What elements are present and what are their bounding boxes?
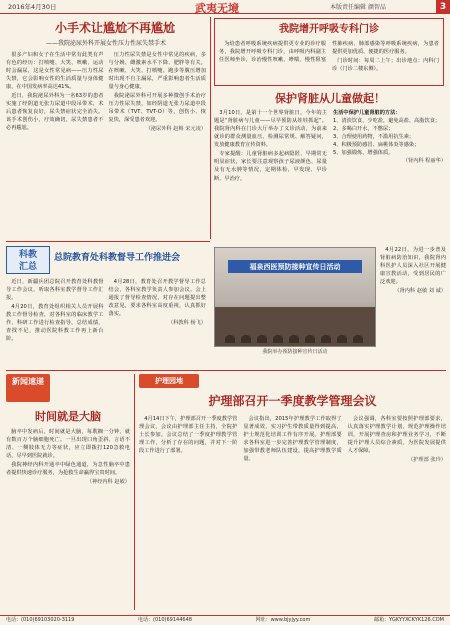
tip-item: 3、合理使用药物，不滥用抗生素； <box>333 134 415 141</box>
tips-title: 生活中保护儿童肾脏的方法： <box>333 110 401 117</box>
event-photo <box>214 247 376 347</box>
article-subtitle: ——我院泌尿外科开展女性压力性尿失禁手术 <box>45 39 166 47</box>
masthead-logo: 武夷无境 <box>195 2 239 15</box>
section-badge-nursing: 护理园地 <box>139 374 199 388</box>
paragraph: 很多产妇和女子在生活中常有此类有声有色的经历：打喷嚏、大笑、咳嗽、运动时会漏尿，这是女性常见病——压力性尿失禁，它会影响女性的生活质量与身体健康，在中国发病率高达41%。 <box>6 51 104 91</box>
article-education-supervision <box>6 246 206 370</box>
tip-item: 2、多喝白开水，不憋尿； <box>333 126 394 133</box>
article-title: 护理部召开一季度教学管理会议 <box>208 394 377 408</box>
article-title: 时间就是大脑 <box>35 410 101 423</box>
paragraph: 为给患者呼吸系统疾病提供更专业的诊疗服务，我院增开呼吸专科门诊，由呼吸内科副主任医师坐诊，诊治慢性咳嗽、哮喘、慢性阻塞性肺疾病、肺部感染等呼吸系统疾病，为患者提供更加优质、便捷的医疗服务。 <box>219 40 439 63</box>
article-title: 我院增开呼吸专科门诊 <box>279 24 379 35</box>
byline: （护理部 张玲） <box>408 456 446 463</box>
paragraph: 近日，新疆兵团总院召开教育处科教督导工作会议，听取各科室教学督导工作汇报。 <box>6 279 104 302</box>
tip-item: 5、加强锻炼，增强体质。 <box>333 150 394 157</box>
paragraph: 门诊时间：每周二上午；出诊地点：内科门诊（门诊二楼东侧）。 <box>332 57 439 72</box>
article-body <box>6 51 206 134</box>
footer-website: 网址：www.bjyjyy.com <box>255 616 311 623</box>
byline: （泌尿外科 赵梅 宋元凌） <box>145 126 206 133</box>
byline: （科教科 杨飞） <box>168 320 206 327</box>
section-divider <box>6 370 446 371</box>
paragraph: 脑卒中发病后，时间就是大脑，每耽搁一分钟，就有数百万个脑细胞死亡。一旦出现口角歪斜、言语不清、一侧肢体无力等症状，应立即拨打120急救电话，尽早到医院就诊。 <box>6 429 130 460</box>
footer-phone-2: 电话：(010)69144648 <box>138 616 192 623</box>
tip-item: 4、积极预防感冒、扁桃体炎等感染； <box>333 142 420 149</box>
section-divider <box>6 241 210 242</box>
article-respiratory-clinic <box>214 18 444 86</box>
article-time-is-brain <box>6 374 130 610</box>
paragraph: 会议指出，2015年护理教学工作取得了显著成效，实习护生带教质量得到提高，护士规范化培训工作有序开展。护理部要求各科室进一步完善护理教学管理制度，加强带教老师队伍建设，提高护理教学质量。 <box>243 415 342 462</box>
column-divider <box>210 17 211 239</box>
paragraph: 会议强调，各科室要按照护理部要求，认真落实护理教学计划，规范护理操作培训，开展护理查房和护理业务学习，不断提升护理人员综合素质，为医院发展提供人才保障。 <box>347 415 446 454</box>
paragraph: 近日，我院泌尿外科为一名63岁的患者实施了经阴道无张力尿道中段吊带术，术后患者恢复良好，尿失禁症状完全消失。该手术创伤小，疗效确切，尿失禁患者不必再尴尬。 <box>6 93 104 132</box>
article-nursing-meeting <box>139 374 446 610</box>
tip-item: 1、清淡饮食，少吃盐，避免高盐、高脂饮食； <box>333 118 441 125</box>
paragraph: 4月22日，为进一步普及肾脏病防治知识，我院肾内科医护人员深入社区开展健康宣教活动，受到居民的广泛欢迎。 <box>380 247 446 286</box>
article-title: 小手术让尴尬不再尴尬 <box>54 21 175 35</box>
article-body <box>219 40 439 73</box>
badge-line: 汇总 <box>18 262 37 272</box>
article-body <box>139 415 446 464</box>
article-title: 总院教育处科教督导工作推进会 <box>54 253 181 263</box>
article-kidney-continued <box>380 246 446 348</box>
paragraph: 4月20日，教育处组织相关人员开展科教工作督导检查，对各科室的临床教学工作、科研工作进行检查指导，总结成绩，查找不足，推动医院科教工作再上新台阶。 <box>6 304 104 343</box>
page-footer <box>0 615 450 625</box>
article-kidney-protection <box>214 90 446 240</box>
issue-date: 2016年4月30日 <box>8 3 57 11</box>
paragraph: 4月28日，教育处召开教学督导工作总结会，各科室教学负责人参加会议。会上通报了督导检查情况，对存在问题提出整改意见，要求各科室高度重视，认真抓好落实。 <box>108 279 206 318</box>
paragraph: 我院神经内科开通卒中绿色通道，为急性脑卒中患者提供快速诊疗服务，为抢救生命赢得宝贵时间。 <box>6 462 130 477</box>
page-number: 3 <box>436 0 450 14</box>
paragraph: 我院泌尿外科可开展多种微创手术治疗压力性尿失禁，如经阴道无张力尿道中段吊带术（TVT、TVT-O）等，创伤小、恢复快，深受患者欢迎。 <box>108 93 206 124</box>
paragraph: 压力性尿失禁是女性中常见的疾病，多与分娩、雌激素水平下降、肥胖等有关。在咳嗽、大笑、打喷嚏、跑步等腹压增加时出现不自主漏尿，严重影响患者生活质量与身心健康。 <box>108 51 206 91</box>
section-badge-science-education <box>6 246 50 274</box>
paragraph: 4月14日下午，护理部召开一季度教学管理会议，会议由护理部主任主持，全院护士长参加。会议总结了一季度护理教学管理工作，分析了存在的问题，并对下一阶段工作进行了部署。 <box>139 415 238 454</box>
article-body <box>214 109 446 183</box>
byline: （肾内科 程丽华） <box>402 158 446 165</box>
footer-phone-1: 电话：(010)69103020-3119 <box>6 616 75 623</box>
article-title: 保护肾脏从儿童做起！ <box>275 92 385 105</box>
column-divider <box>134 374 135 610</box>
footer-email: 邮箱：YGKYYXCKYK126.COM <box>373 616 444 623</box>
paragraph: 专家提醒：儿童肾脏病多起病隐匿，早期常无明显症状，家长要注意观察孩子尿液颜色、尿量及有无水肿等情况，定期体检，早发现、早诊断、早治疗。 <box>214 151 327 182</box>
edition-editor: 本版责任编辑 颜智品 <box>330 4 386 11</box>
article-incontinence-surgery <box>6 17 206 240</box>
section-badge-news: 新闻速递 <box>6 374 50 402</box>
byline: （肾内科 赵敏 刘 诚） <box>394 288 446 295</box>
photo-banner: 福泉西医预防接种宣传日活动 <box>228 260 362 274</box>
badge-line: 科教 <box>18 250 37 260</box>
photo-caption: 我院举办预防接种宣传日活动 <box>262 349 328 355</box>
byline: （神经内科 赵敏） <box>86 479 130 486</box>
article-body <box>6 278 206 344</box>
paragraph: 3月10日，是第十一个世界肾脏日，今年的主题是“肾脏病与儿童——尽早预防从娃娃抓起”。我院肾内科在门诊大厅举办了义诊活动，为前来就诊的群众测量血压、检测尿常规、解答疑问，发放健康教育宣传资料。 <box>214 110 327 149</box>
page-header <box>0 0 450 14</box>
